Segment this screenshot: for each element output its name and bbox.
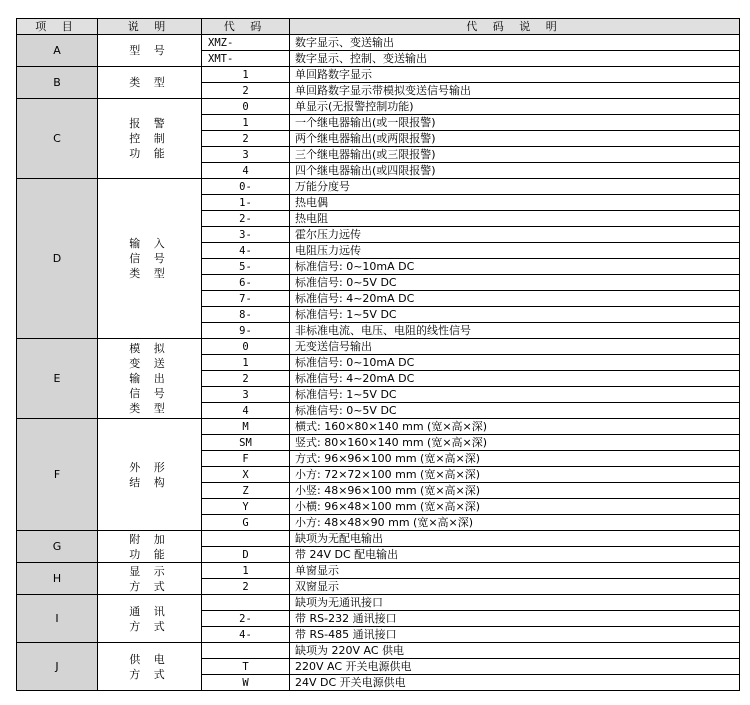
- code-explanation-cell: 单回路数字显示: [290, 67, 740, 83]
- code-cell: 4-: [202, 627, 290, 643]
- code-explanation-cell: 带 24V DC 配电输出: [290, 547, 740, 563]
- header-desc: 说 明: [98, 19, 202, 35]
- code-explanation-cell: 无变送信号输出: [290, 339, 740, 355]
- item-description: 供 电 方 式: [98, 643, 202, 691]
- item-description: 外 形 结 构: [98, 419, 202, 531]
- table-body: [17, 35, 740, 691]
- table-row: [17, 179, 740, 195]
- code-explanation-cell: 标准信号: 4~20mA DC: [290, 291, 740, 307]
- code-explanation-cell: 双窗显示: [290, 579, 740, 595]
- code-explanation-cell: 标准信号: 1~5V DC: [290, 387, 740, 403]
- item-letter: J: [17, 643, 98, 691]
- code-explanation-cell: 标准信号: 0~5V DC: [290, 275, 740, 291]
- code-cell: 4: [202, 403, 290, 419]
- code-cell: 3: [202, 387, 290, 403]
- code-cell: 1: [202, 115, 290, 131]
- code-explanation-cell: 小横: 96×48×100 mm (宽×高×深): [290, 499, 740, 515]
- code-explanation-cell: 带 RS-485 通讯接口: [290, 627, 740, 643]
- code-explanation-cell: 单显示(无报警控制功能): [290, 99, 740, 115]
- item-letter: F: [17, 419, 98, 531]
- code-cell: 0: [202, 99, 290, 115]
- code-cell: 1-: [202, 195, 290, 211]
- item-letter: E: [17, 339, 98, 419]
- code-cell: 5-: [202, 259, 290, 275]
- header-code-explanation: 代 码 说 明: [290, 19, 740, 35]
- code-explanation-cell: 单窗显示: [290, 563, 740, 579]
- item-letter: H: [17, 563, 98, 595]
- code-cell: 2: [202, 371, 290, 387]
- code-explanation-cell: 小竖: 48×96×100 mm (宽×高×深): [290, 483, 740, 499]
- table-row: [17, 563, 740, 579]
- item-letter: I: [17, 595, 98, 643]
- code-explanation-cell: 数字显示、控制、变送输出: [290, 51, 740, 67]
- code-explanation-cell: 非标准电流、电压、电阻的线性信号: [290, 323, 740, 339]
- code-cell: XMZ-: [202, 35, 290, 51]
- code-cell: 6-: [202, 275, 290, 291]
- table-header-row: [17, 19, 740, 35]
- item-description: 报 警 控 制 功 能: [98, 99, 202, 179]
- table-row: [17, 595, 740, 611]
- table-row: [17, 419, 740, 435]
- item-letter: A: [17, 35, 98, 67]
- code-explanation-cell: 横式: 160×80×140 mm (宽×高×深): [290, 419, 740, 435]
- code-explanation-cell: 电阻压力远传: [290, 243, 740, 259]
- code-explanation-cell: 标准信号: 0~10mA DC: [290, 355, 740, 371]
- code-cell: [202, 595, 290, 611]
- header-code: 代 码: [202, 19, 290, 35]
- code-cell: 2: [202, 131, 290, 147]
- code-explanation-cell: 小方: 72×72×100 mm (宽×高×深): [290, 467, 740, 483]
- code-explanation-cell: 两个继电器输出(或两限报警): [290, 131, 740, 147]
- code-cell: 9-: [202, 323, 290, 339]
- code-explanation-cell: 标准信号: 0~10mA DC: [290, 259, 740, 275]
- table-row: [17, 531, 740, 547]
- code-cell: F: [202, 451, 290, 467]
- item-description: 显 示 方 式: [98, 563, 202, 595]
- code-cell: Y: [202, 499, 290, 515]
- code-cell: X: [202, 467, 290, 483]
- item-description: 输 入 信 号 类 型: [98, 179, 202, 339]
- code-cell: T: [202, 659, 290, 675]
- header-item: 项 目: [17, 19, 98, 35]
- model-code-table: [16, 18, 740, 691]
- code-explanation-cell: 缺项为 220V AC 供电: [290, 643, 740, 659]
- item-letter: C: [17, 99, 98, 179]
- item-letter: D: [17, 179, 98, 339]
- code-cell: 8-: [202, 307, 290, 323]
- code-cell: 2: [202, 579, 290, 595]
- item-letter: G: [17, 531, 98, 563]
- table-row: [17, 643, 740, 659]
- code-cell: 0-: [202, 179, 290, 195]
- code-explanation-cell: 标准信号: 1~5V DC: [290, 307, 740, 323]
- item-letter: B: [17, 67, 98, 99]
- code-explanation-cell: 霍尔压力远传: [290, 227, 740, 243]
- item-description: 模 拟 变 送 输 出 信 号 类 型: [98, 339, 202, 419]
- code-explanation-cell: 方式: 96×96×100 mm (宽×高×深): [290, 451, 740, 467]
- code-explanation-cell: 24V DC 开关电源供电: [290, 675, 740, 691]
- code-cell: G: [202, 515, 290, 531]
- code-explanation-cell: 三个继电器输出(或三限报警): [290, 147, 740, 163]
- code-explanation-cell: 热电阻: [290, 211, 740, 227]
- code-explanation-cell: 四个继电器输出(或四限报警): [290, 163, 740, 179]
- code-explanation-cell: 标准信号: 4~20mA DC: [290, 371, 740, 387]
- code-explanation-cell: 缺项为无通讯接口: [290, 595, 740, 611]
- code-cell: M: [202, 419, 290, 435]
- code-cell: SM: [202, 435, 290, 451]
- item-description: 类 型: [98, 67, 202, 99]
- code-explanation-cell: 小方: 48×48×90 mm (宽×高×深): [290, 515, 740, 531]
- code-explanation-cell: 万能分度号: [290, 179, 740, 195]
- code-cell: [202, 531, 290, 547]
- code-cell: W: [202, 675, 290, 691]
- table-row: [17, 35, 740, 51]
- code-explanation-cell: 带 RS-232 通讯接口: [290, 611, 740, 627]
- code-cell: 4-: [202, 243, 290, 259]
- code-cell: 0: [202, 339, 290, 355]
- code-cell: 1: [202, 67, 290, 83]
- code-explanation-cell: 一个继电器输出(或一限报警): [290, 115, 740, 131]
- code-cell: 4: [202, 163, 290, 179]
- code-cell: 7-: [202, 291, 290, 307]
- table-row: [17, 339, 740, 355]
- code-explanation-cell: 标准信号: 0~5V DC: [290, 403, 740, 419]
- code-explanation-cell: 竖式: 80×160×140 mm (宽×高×深): [290, 435, 740, 451]
- code-cell: 2: [202, 83, 290, 99]
- code-cell: 2-: [202, 211, 290, 227]
- code-cell: XMT-: [202, 51, 290, 67]
- code-explanation-cell: 单回路数字显示带模拟变送信号输出: [290, 83, 740, 99]
- code-cell: [202, 643, 290, 659]
- item-description: 附 加 功 能: [98, 531, 202, 563]
- code-explanation-cell: 热电偶: [290, 195, 740, 211]
- table-row: [17, 67, 740, 83]
- code-cell: 3-: [202, 227, 290, 243]
- code-explanation-cell: 220V AC 开关电源供电: [290, 659, 740, 675]
- item-description: 型 号: [98, 35, 202, 67]
- code-cell: 1: [202, 563, 290, 579]
- code-cell: 2-: [202, 611, 290, 627]
- code-cell: 1: [202, 355, 290, 371]
- table-row: [17, 99, 740, 115]
- code-explanation-cell: 数字显示、变送输出: [290, 35, 740, 51]
- code-cell: Z: [202, 483, 290, 499]
- item-description: 通 讯 方 式: [98, 595, 202, 643]
- code-cell: 3: [202, 147, 290, 163]
- code-explanation-cell: 缺项为无配电输出: [290, 531, 740, 547]
- code-cell: D: [202, 547, 290, 563]
